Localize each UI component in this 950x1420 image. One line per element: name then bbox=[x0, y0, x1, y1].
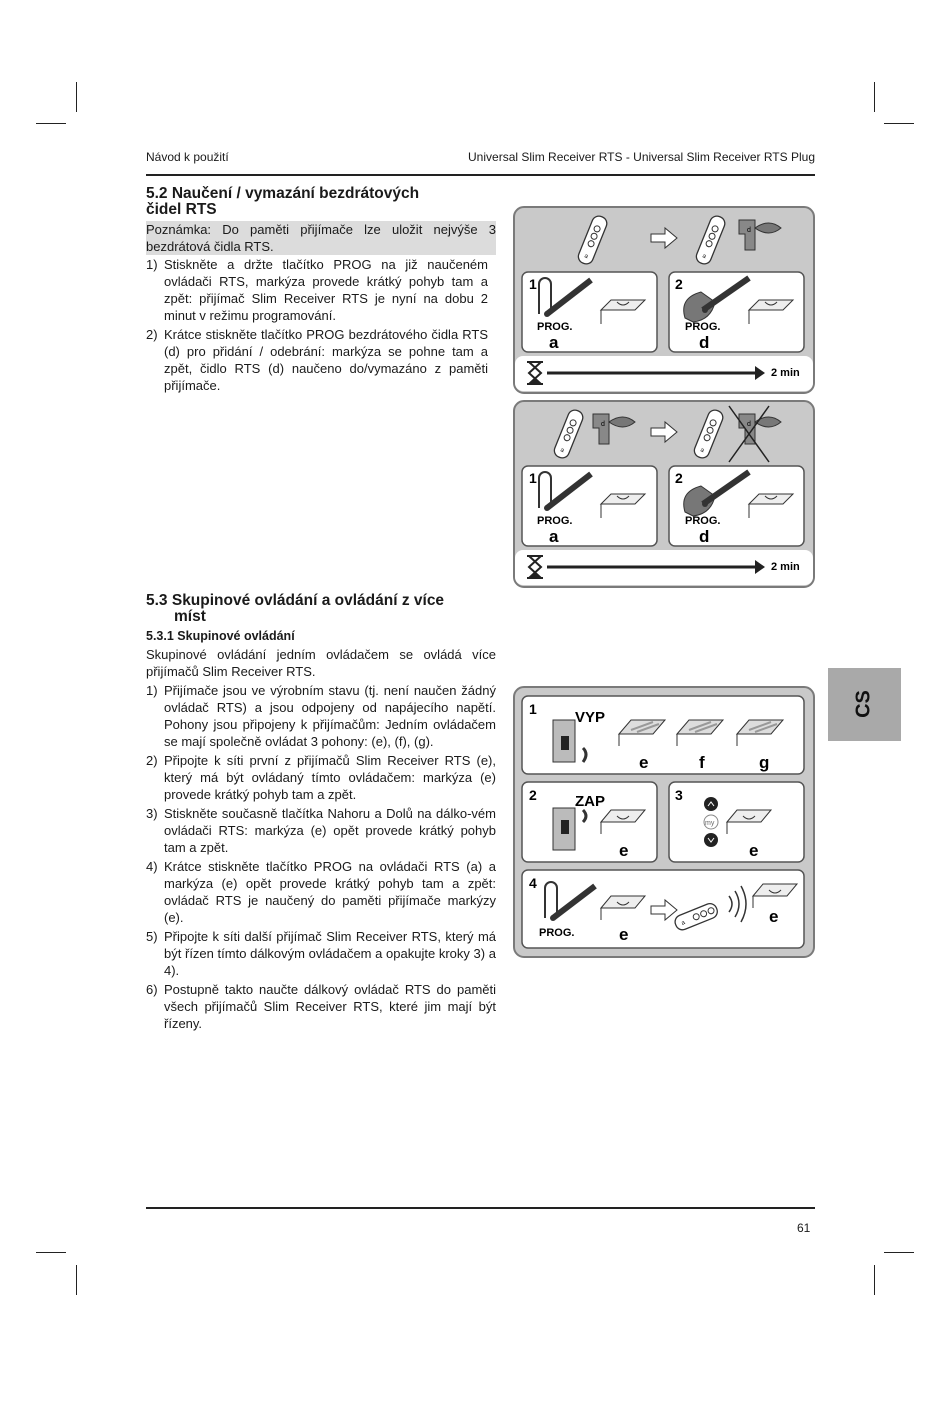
prog-label: PROG. bbox=[685, 321, 721, 333]
sensor-d-label: d bbox=[699, 527, 710, 546]
language-tab bbox=[828, 668, 901, 741]
step-number: 5) bbox=[146, 929, 158, 944]
list-item bbox=[146, 256, 488, 324]
my-button-label: my bbox=[705, 820, 715, 827]
time-label: 2 min bbox=[771, 561, 800, 573]
step-number: 1 bbox=[529, 276, 537, 292]
page-number: 61 bbox=[797, 1221, 811, 1235]
time-label: 2 min bbox=[771, 367, 800, 379]
receiver-f-label: f bbox=[699, 753, 705, 772]
remote-a-label: a bbox=[549, 527, 559, 546]
header-rule bbox=[146, 174, 815, 176]
note-box: Poznámka: Do paměti přijímače lze uložit nejvýše 3 bezdrátová čidla RTS. bbox=[146, 222, 496, 254]
list-item bbox=[146, 928, 496, 979]
step-number: 6) bbox=[146, 982, 158, 997]
step-number: 2) bbox=[146, 327, 158, 342]
receiver-e-label: e bbox=[749, 841, 759, 860]
section-title bbox=[146, 593, 444, 625]
prog-label: PROG. bbox=[539, 927, 575, 939]
crop-mark bbox=[874, 1265, 875, 1295]
steps-list-53 bbox=[146, 682, 496, 1034]
step-text: Stiskněte současně tlačítka Nahoru a Dolů na dálko-vém ovládači RTS: markýza (e) opět provede krátký pohyb tam a zpět. bbox=[164, 806, 496, 855]
list-item bbox=[146, 326, 488, 394]
step-number: 4) bbox=[146, 859, 158, 874]
step-number: 2 bbox=[529, 787, 537, 803]
step-text: Krátce stiskněte tlačítko PROG bezdrátového čidla RTS (d) pro přidání / odebrání: markýza se pohne tam a zpět, čidlo RTS (d) naučeno do/vymazáno z paměti přijímače. bbox=[164, 327, 488, 393]
prog-button-icon bbox=[544, 505, 550, 511]
title-line: míst bbox=[174, 608, 206, 625]
footer-rule bbox=[146, 1207, 815, 1209]
step-text: Krátce stiskněte tlačítko PROG na ovládači RTS (a) a markýza (e) opět provede krátký pohyb tam a zpět: ovládač RTS je naučený do paměti přijímače markýzy (e). bbox=[164, 859, 496, 925]
list-item bbox=[146, 981, 496, 1032]
list-item bbox=[146, 858, 496, 926]
sensor-label: d bbox=[747, 227, 751, 234]
sensor-label: d bbox=[601, 421, 605, 428]
off-label: VYP bbox=[575, 709, 606, 726]
subsection-title: 5.3.1 Skupinové ovládání bbox=[146, 629, 295, 643]
prog-label: PROG. bbox=[537, 515, 573, 527]
crop-mark bbox=[884, 123, 914, 124]
receiver-e-label: e bbox=[639, 753, 649, 772]
remote-label: a bbox=[559, 447, 565, 455]
prog-label: PROG. bbox=[685, 515, 721, 527]
step-number: 1) bbox=[146, 683, 158, 698]
step-text: Připojte k síti první z přijímačů Slim Receiver RTS (e), který má být ovládaný tímto ovládačem: markýza (e) provede krátký pohyb tam a zpět. bbox=[164, 753, 496, 802]
figure-group-control bbox=[513, 686, 815, 958]
header-right: Universal Slim Receiver RTS - Universal Slim Receiver RTS Plug bbox=[468, 150, 815, 164]
crop-mark bbox=[884, 1252, 914, 1253]
remote-label: a bbox=[583, 253, 589, 261]
step-number: 4 bbox=[529, 875, 537, 891]
step-number: 2 bbox=[675, 276, 683, 292]
title-line: 5.2 Naučení / vymazání bezdrátových bbox=[146, 185, 420, 202]
step-number: 1) bbox=[146, 257, 158, 272]
crop-mark bbox=[76, 82, 77, 112]
step-number: 1 bbox=[529, 701, 537, 717]
sensor-label: d bbox=[747, 421, 751, 428]
crop-mark bbox=[874, 82, 875, 112]
list-item bbox=[146, 805, 496, 856]
step-text: Přijímače jsou ve výrobním stavu (tj. není naučen žádný ovládač RTS) a jsou odpojeny od napájecího napětí. Pohony jsou připojeny k přijímačům: Jedním ovládačem se mají společně ovládat 3 pohony: (e), (f), (g). bbox=[164, 683, 496, 749]
intro-text: Skupinové ovládání jedním ovládačem se ovládá více přijímačů Slim Receiver RTS. bbox=[146, 647, 496, 679]
section-title bbox=[146, 186, 419, 218]
remote-label: a bbox=[701, 253, 707, 261]
prog-button-icon bbox=[702, 307, 708, 313]
receiver-e-label: e bbox=[619, 841, 629, 860]
crop-mark bbox=[76, 1265, 77, 1295]
step-number: 3) bbox=[146, 806, 158, 821]
prog-button-icon bbox=[550, 915, 556, 921]
receiver-g-label: g bbox=[759, 753, 770, 772]
title-line: 5.3 Skupinové ovládání a ovládání z více bbox=[146, 592, 445, 609]
step-text: Stiskněte a držte tlačítko PROG na již naučeném ovládači RTS, markýza provede krátký pohyb tam a zpět: přijímač Slim Receiver RTS je nyní na dobu 2 minut v režimu programování. bbox=[164, 257, 488, 323]
step-number: 1 bbox=[529, 470, 537, 486]
step-number: 3 bbox=[675, 787, 683, 803]
figure-delete-sensor bbox=[513, 400, 815, 588]
step-number: 2) bbox=[146, 753, 158, 768]
step-text: Připojte k síti další přijímač Slim Receiver RTS, který má být řízen tímto dálkovým ovládačem a opakujte kroky 3) a 4). bbox=[164, 929, 496, 978]
steps-list-52 bbox=[146, 256, 488, 396]
prog-label: PROG. bbox=[537, 321, 573, 333]
language-tab-label: CS bbox=[852, 690, 875, 718]
crop-mark bbox=[36, 1252, 66, 1253]
remote-buttons-icon bbox=[704, 797, 718, 847]
figure-learn-sensor bbox=[513, 206, 815, 394]
remote-label: a bbox=[699, 447, 705, 455]
sensor-d-label: d bbox=[699, 333, 710, 352]
header-left: Návod k použití bbox=[146, 150, 229, 164]
crop-mark bbox=[36, 123, 66, 124]
receiver-e-label: e bbox=[769, 907, 779, 926]
title-line: čidel RTS bbox=[146, 201, 217, 218]
step-text: Postupně takto naučte dálkový ovládač RTS do paměti všech přijímačů Slim Receiver RTS, které jim mají být řízeny. bbox=[164, 982, 496, 1031]
step-number: 2 bbox=[675, 470, 683, 486]
prog-button-icon bbox=[544, 311, 550, 317]
remote-label: a bbox=[680, 920, 687, 927]
on-label: ZAP bbox=[575, 793, 605, 810]
remote-a-label: a bbox=[549, 333, 559, 352]
list-item bbox=[146, 752, 496, 803]
prog-button-icon bbox=[702, 501, 708, 507]
receiver-e-label: e bbox=[619, 925, 629, 944]
list-item bbox=[146, 682, 496, 750]
